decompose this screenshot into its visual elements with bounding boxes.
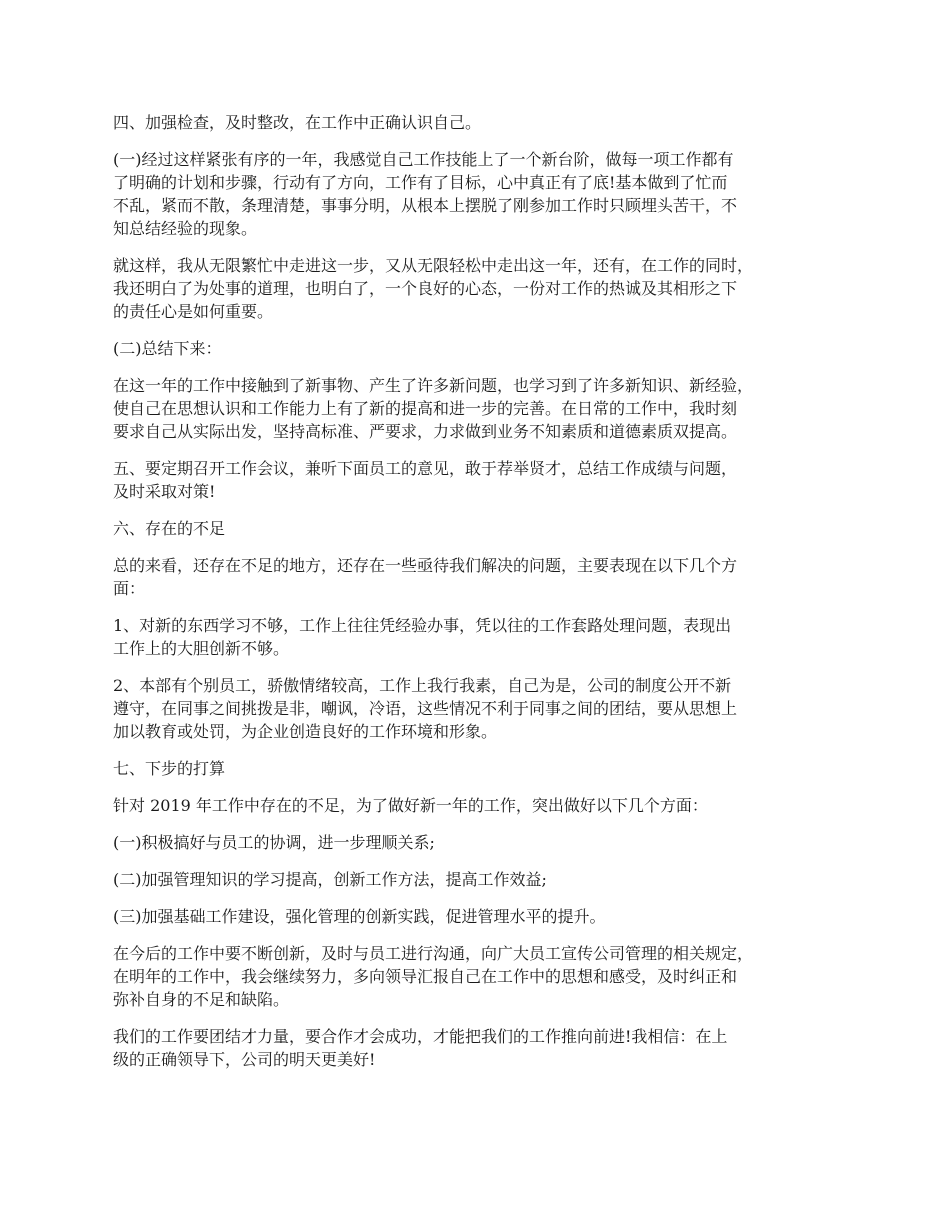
text-line: 在明年的工作中，我会继续努力，多向领导汇报自己在工作中的思想和感受，及时纠正和 [113,967,738,986]
text-line: 遵守，在同事之间挑拨是非，嘲讽，冷语，这些情况不利于同事之间的团结，要从思想上 [113,699,738,718]
text-line: 知总结经验的现象。 [113,219,258,238]
paragraph [113,905,843,928]
text-line: 五、要定期召开工作会议，兼听下面员工的意见，敢于荐举贤才，总结工作成绩与问题， [113,459,738,478]
text-line: 1、对新的东西学习不够，工作上往往凭经验办事，凭以往的工作套路处理问题，表现出 [113,616,732,635]
text-line: 面： [113,579,146,598]
paragraph [113,757,843,780]
text-line: 工作上的大胆创新不够。 [113,639,290,658]
text-line: 四、加强检查，及时整改，在工作中正确认识自己。 [113,113,482,132]
text-line: 了明确的计划和步骤，行动有了方向，工作有了目标，心中真正有了底!基本做到了忙而 [113,173,728,192]
paragraph [113,1025,843,1071]
paragraph [113,674,843,743]
text-line: 的责任心是如何重要。 [113,302,274,321]
paragraph [113,868,843,891]
text-line: 加以教育或处罚，为企业创造良好的工作环境和形象。 [113,722,498,741]
text-line: 我还明白了为处事的道理，也明白了，一个良好的心态，一份对工作的热诚及其相形之下 [113,279,738,298]
text-line: (三)加强基础工作建设，强化管理的创新实践，促进管理水平的提升。 [113,907,606,926]
paragraph [113,457,843,503]
paragraph [113,374,843,443]
document-body [113,111,843,1085]
text-line: 总的来看，还存在不足的地方，还存在一些亟待我们解决的问题，主要表现在以下几个方 [113,556,738,575]
paragraph [113,831,843,854]
text-line: 在这一年的工作中接触到了新事物、产生了许多新问题，也学习到了许多新知识、新经验， [113,376,754,395]
text-line: 不乱，紧而不散，条理清楚，事事分明，从根本上摆脱了刚参加工作时只顾埋头苦干，不 [113,196,738,215]
text-line: (二)总结下来： [113,339,222,358]
paragraph [113,111,843,134]
text-line: 针对 2019 年工作中存在的不足，为了做好新一年的工作，突出做好以下几个方面： [113,796,708,815]
text-line: 要求自己从实际出发，坚持高标准、严要求，力求做到业务不知素质和道德素质双提高。 [113,422,738,441]
text-line: 使自己在思想认识和工作能力上有了新的提高和进一步的完善。在日常的工作中，我时刻 [113,399,738,418]
text-line: 弥补自身的不足和缺陷。 [113,990,290,1009]
text-line: 六、存在的不足 [113,519,226,538]
text-line: (一)经过这样紧张有序的一年，我感觉自己工作技能上了一个新台阶，做每一项工作都有 [113,150,734,169]
paragraph [113,337,843,360]
text-line: 七、下步的打算 [113,759,226,778]
text-line: 就这样，我从无限繁忙中走进这一步，又从无限轻松中走出这一年，还有，在工作的同时， [113,256,754,275]
paragraph [113,794,843,817]
paragraph [113,942,843,1011]
text-line: (一)积极搞好与员工的协调，进一步理顺关系; [113,833,435,852]
paragraph [113,254,843,323]
text-line: 2、本部有个别员工，骄傲情绪较高，工作上我行我素，自己为是，公司的制度公开不新 [113,676,732,695]
text-line: 及时采取对策! [113,482,216,501]
paragraph [113,148,843,240]
paragraph [113,554,843,600]
paragraph [113,614,843,660]
text-line: 我们的工作要团结才力量，要合作才会成功，才能把我们的工作推向前进!我相信：在上 [113,1027,728,1046]
paragraph [113,517,843,540]
text-line: (二)加强管理知识的学习提高，创新工作方法，提高工作效益; [113,870,547,889]
text-line: 在今后的工作中要不断创新，及时与员工进行沟通，向广大员工宣传公司管理的相关规定， [113,944,754,963]
text-line: 级的正确领导下，公司的明天更美好! [113,1050,376,1069]
